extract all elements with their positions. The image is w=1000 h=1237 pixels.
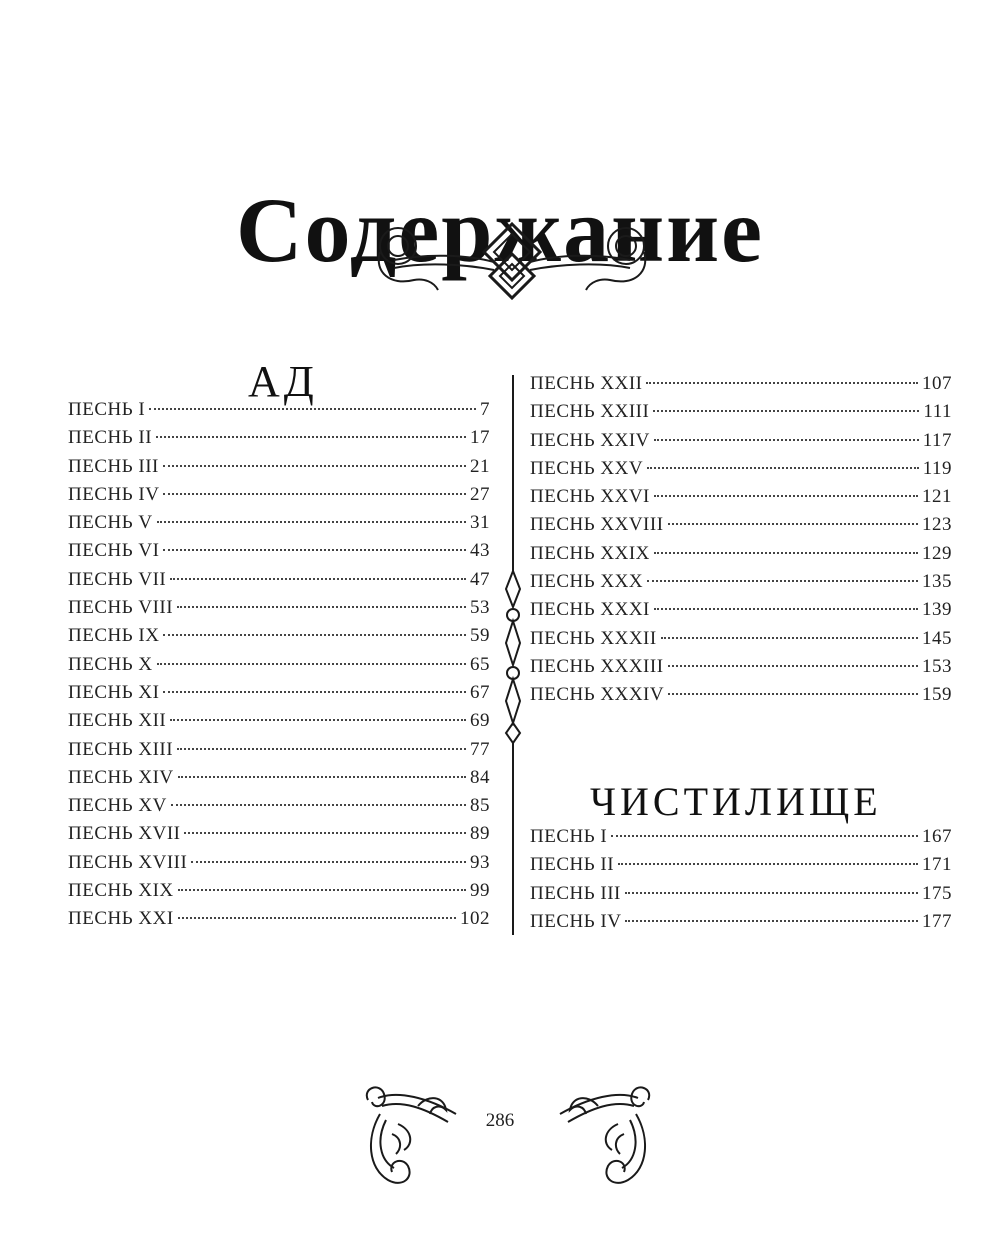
toc-entry-page: 67 bbox=[470, 681, 490, 703]
toc-entry-label: ПЕСНЬ XV bbox=[68, 795, 167, 817]
toc-entry-label: ПЕСНЬ XXV bbox=[530, 457, 644, 479]
toc-leader-dots bbox=[625, 892, 918, 894]
toc-entry-page: 47 bbox=[470, 568, 490, 590]
toc-leader-dots bbox=[191, 861, 466, 863]
toc-leader-dots bbox=[177, 748, 466, 750]
toc-entry[interactable] bbox=[530, 398, 952, 426]
section-title-purgatory: ЧИСТИЛИЩЕ bbox=[590, 779, 882, 824]
toc-entry-page: 7 bbox=[480, 399, 490, 420]
toc-leader-dots bbox=[171, 804, 466, 806]
toc-entry-label: ПЕСНЬ IV bbox=[68, 483, 160, 505]
toc-entry[interactable] bbox=[530, 596, 952, 624]
toc-entry[interactable] bbox=[68, 396, 490, 424]
toc-leader-dots bbox=[647, 467, 919, 469]
toc-entry-page: 121 bbox=[922, 486, 952, 508]
vertical-chain-divider-icon bbox=[500, 375, 526, 935]
toc-entry-label: ПЕСНЬ XIX bbox=[68, 880, 174, 902]
toc-entry[interactable] bbox=[530, 427, 952, 455]
toc-entry-label: ПЕСНЬ XXVIII bbox=[530, 514, 664, 536]
toc-leader-dots bbox=[611, 835, 918, 837]
toc-entry-label: ПЕСНЬ XXI bbox=[68, 908, 174, 930]
toc-entry[interactable] bbox=[530, 908, 952, 936]
toc-entry-page: 107 bbox=[922, 373, 952, 394]
toc-entry-page: 89 bbox=[470, 823, 490, 845]
toc-entry-page: 43 bbox=[470, 540, 490, 562]
toc-entry[interactable] bbox=[68, 679, 490, 707]
toc-entry[interactable] bbox=[68, 566, 490, 594]
toc-entry-label: ПЕСНЬ I bbox=[68, 399, 146, 420]
toc-entry-page: 123 bbox=[922, 514, 952, 536]
toc-entry[interactable] bbox=[68, 509, 490, 537]
toc-entry[interactable] bbox=[68, 537, 490, 565]
toc-entry-page: 119 bbox=[922, 457, 952, 479]
toc-entry-page: 99 bbox=[470, 880, 490, 902]
toc-leader-dots bbox=[654, 439, 919, 441]
toc-entry-label: ПЕСНЬ XVIII bbox=[68, 851, 188, 873]
toc-leader-dots bbox=[654, 495, 918, 497]
toc-entry[interactable] bbox=[68, 764, 490, 792]
knot-scroll-ornament-icon bbox=[364, 220, 660, 302]
toc-entry-label: ПЕСНЬ XXII bbox=[530, 373, 643, 394]
toc-entry[interactable] bbox=[68, 905, 490, 933]
toc-entry-page: 145 bbox=[922, 627, 952, 649]
toc-entry-page: 135 bbox=[922, 571, 952, 593]
toc-entry[interactable] bbox=[68, 877, 490, 905]
toc-entry-page: 175 bbox=[922, 882, 952, 904]
toc-leader-dots bbox=[157, 521, 466, 523]
toc-entry-label: ПЕСНЬ XIII bbox=[68, 738, 174, 760]
toc-entry[interactable] bbox=[530, 823, 952, 851]
toc-entry-label: ПЕСНЬ I bbox=[530, 826, 608, 847]
toc-entry[interactable] bbox=[68, 707, 490, 735]
toc-list-hell-continued bbox=[530, 370, 952, 710]
toc-leader-dots bbox=[170, 719, 466, 721]
toc-entry[interactable] bbox=[530, 681, 952, 709]
toc-leader-dots bbox=[625, 920, 918, 922]
toc-entry-label: ПЕСНЬ XI bbox=[68, 681, 160, 703]
toc-entry-page: 153 bbox=[922, 655, 952, 677]
toc-leader-dots bbox=[654, 552, 918, 554]
toc-entry-page: 117 bbox=[922, 429, 952, 451]
toc-leader-dots bbox=[149, 408, 476, 410]
toc-entry[interactable] bbox=[530, 455, 952, 483]
toc-entry-label: ПЕСНЬ XVII bbox=[68, 823, 181, 845]
toc-entry-label: ПЕСНЬ XXXIV bbox=[530, 684, 665, 706]
page-title: Содержание bbox=[236, 178, 764, 281]
toc-leader-dots bbox=[163, 493, 466, 495]
acanthus-scroll-right-icon bbox=[558, 1080, 658, 1190]
toc-entry[interactable] bbox=[68, 651, 490, 679]
toc-entry-page: 93 bbox=[470, 851, 490, 873]
toc-leader-dots bbox=[618, 863, 918, 865]
toc-list-purgatory bbox=[530, 823, 952, 936]
toc-entry[interactable] bbox=[68, 820, 490, 848]
toc-entry-page: 177 bbox=[922, 910, 952, 932]
toc-entry-label: ПЕСНЬ II bbox=[530, 854, 615, 876]
toc-entry-label: ПЕСНЬ XXIII bbox=[530, 401, 650, 423]
section-title-hell: АД bbox=[248, 357, 318, 406]
toc-entry[interactable] bbox=[530, 540, 952, 568]
toc-entry-page: 102 bbox=[460, 908, 490, 930]
toc-entry-page: 139 bbox=[922, 599, 952, 621]
toc-entry-label: ПЕСНЬ XXX bbox=[530, 571, 644, 593]
toc-entry-page: 111 bbox=[923, 401, 952, 423]
toc-entry-label: ПЕСНЬ XXXII bbox=[530, 627, 657, 649]
toc-entry[interactable] bbox=[530, 483, 952, 511]
toc-entry-label: ПЕСНЬ XXXI bbox=[530, 599, 650, 621]
toc-entry-label: ПЕСНЬ VI bbox=[68, 540, 160, 562]
toc-leader-dots bbox=[661, 637, 918, 639]
toc-leader-dots bbox=[668, 693, 918, 695]
toc-leader-dots bbox=[156, 436, 466, 438]
toc-leader-dots bbox=[646, 382, 918, 384]
toc-entry-label: ПЕСНЬ VII bbox=[68, 568, 167, 590]
toc-entry[interactable] bbox=[68, 736, 490, 764]
toc-leader-dots bbox=[653, 410, 919, 412]
toc-entry-page: 27 bbox=[470, 483, 490, 505]
toc-entry-page: 31 bbox=[470, 512, 490, 534]
toc-entry-page: 167 bbox=[922, 826, 952, 847]
toc-leader-dots bbox=[178, 776, 466, 778]
toc-entry-label: ПЕСНЬ X bbox=[68, 653, 153, 675]
toc-entry-label: ПЕСНЬ IX bbox=[68, 625, 160, 647]
toc-entry-label: ПЕСНЬ VIII bbox=[68, 597, 174, 619]
toc-entry-page: 21 bbox=[470, 455, 490, 477]
toc-entry[interactable] bbox=[68, 792, 490, 820]
toc-entry[interactable] bbox=[68, 424, 490, 452]
toc-leader-dots bbox=[668, 523, 918, 525]
toc-leader-dots bbox=[177, 606, 466, 608]
toc-entry[interactable] bbox=[68, 481, 490, 509]
toc-entry-page: 84 bbox=[470, 766, 490, 788]
toc-leader-dots bbox=[178, 917, 456, 919]
toc-leader-dots bbox=[647, 580, 918, 582]
toc-entry[interactable] bbox=[68, 594, 490, 622]
toc-entry[interactable] bbox=[530, 851, 952, 879]
toc-leader-dots bbox=[163, 549, 466, 551]
toc-entry-page: 129 bbox=[922, 542, 952, 564]
toc-entry-page: 159 bbox=[922, 684, 952, 706]
toc-entry[interactable] bbox=[530, 568, 952, 596]
toc-entry[interactable] bbox=[68, 453, 490, 481]
toc-entry-label: ПЕСНЬ XXIV bbox=[530, 429, 650, 451]
toc-entry-page: 65 bbox=[470, 653, 490, 675]
toc-entry-page: 77 bbox=[470, 738, 490, 760]
toc-entry-page: 53 bbox=[470, 597, 490, 619]
toc-leader-dots bbox=[654, 608, 918, 610]
toc-entry-label: ПЕСНЬ XII bbox=[68, 710, 167, 732]
toc-entry-label: ПЕСНЬ III bbox=[68, 455, 159, 477]
toc-leader-dots bbox=[163, 634, 466, 636]
toc-leader-dots bbox=[163, 465, 466, 467]
acanthus-scroll-left-icon bbox=[358, 1080, 458, 1190]
page-number: 286 bbox=[485, 1110, 515, 1131]
toc-entry-page: 69 bbox=[470, 710, 490, 732]
toc-entry[interactable] bbox=[530, 880, 952, 908]
toc-entry-label: ПЕСНЬ IV bbox=[530, 910, 622, 932]
toc-entry-page: 85 bbox=[470, 795, 490, 817]
toc-entry-page: 17 bbox=[470, 427, 490, 449]
toc-leader-dots bbox=[170, 578, 466, 580]
toc-entry-label: ПЕСНЬ XXVI bbox=[530, 486, 650, 508]
toc-entry[interactable] bbox=[68, 622, 490, 650]
toc-entry-label: ПЕСНЬ XXIX bbox=[530, 542, 650, 564]
toc-entry-label: ПЕСНЬ XXXIII bbox=[530, 655, 664, 677]
toc-entry[interactable] bbox=[530, 625, 952, 653]
toc-leader-dots bbox=[163, 691, 466, 693]
toc-leader-dots bbox=[157, 663, 466, 665]
toc-entry[interactable] bbox=[530, 653, 952, 681]
toc-entry[interactable] bbox=[530, 511, 952, 539]
toc-leader-dots bbox=[178, 889, 466, 891]
toc-entry-page: 171 bbox=[922, 854, 952, 876]
toc-entry[interactable] bbox=[68, 849, 490, 877]
toc-entry-page: 59 bbox=[470, 625, 490, 647]
toc-entry-label: ПЕСНЬ III bbox=[530, 882, 621, 904]
toc-entry-label: ПЕСНЬ V bbox=[68, 512, 153, 534]
toc-leader-dots bbox=[184, 832, 466, 834]
toc-leader-dots bbox=[668, 665, 918, 667]
toc-entry-label: ПЕСНЬ XIV bbox=[68, 766, 174, 788]
toc-entry[interactable] bbox=[530, 370, 952, 398]
toc-entry-label: ПЕСНЬ II bbox=[68, 427, 153, 449]
toc-list-hell bbox=[68, 396, 490, 934]
